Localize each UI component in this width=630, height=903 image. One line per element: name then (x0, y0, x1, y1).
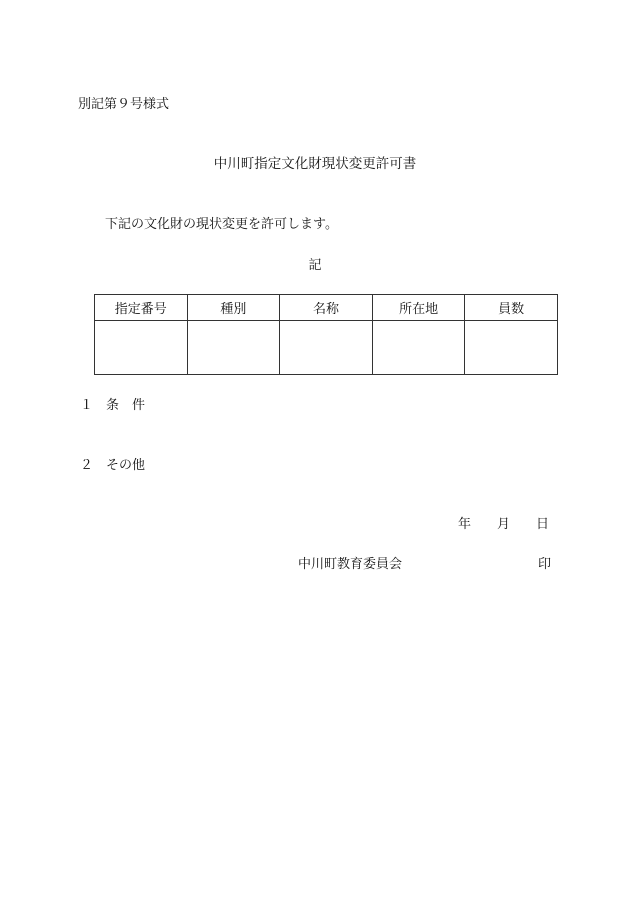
header-count: 員数 (465, 295, 558, 321)
item-label-other: その他 (106, 458, 146, 473)
item-label-conditions: 条 件 (106, 398, 146, 413)
item-number: ２ (80, 458, 94, 473)
header-type: 種別 (187, 295, 280, 321)
seal-mark: 印 (538, 557, 552, 572)
intro-text: 下記の文化財の現状変更を許可します。 (105, 217, 338, 232)
document-title: 中川町指定文化財現状変更許可書 (213, 156, 417, 172)
date-line: 年 月 日 (458, 517, 550, 532)
ki-heading: 記 (308, 258, 322, 273)
header-designation-number: 指定番号 (95, 295, 188, 321)
table-row (95, 321, 558, 375)
header-location: 所在地 (372, 295, 465, 321)
table-cell (280, 321, 373, 375)
table-header-row (95, 295, 558, 321)
item-number: １ (80, 398, 94, 413)
property-table (94, 294, 558, 375)
table-cell (372, 321, 465, 375)
header-name: 名称 (280, 295, 373, 321)
table-cell (95, 321, 188, 375)
form-number: 別記第９号様式 (78, 97, 170, 112)
table-cell (187, 321, 280, 375)
issuer-name: 中川町教育委員会 (298, 557, 403, 572)
table-cell (465, 321, 558, 375)
